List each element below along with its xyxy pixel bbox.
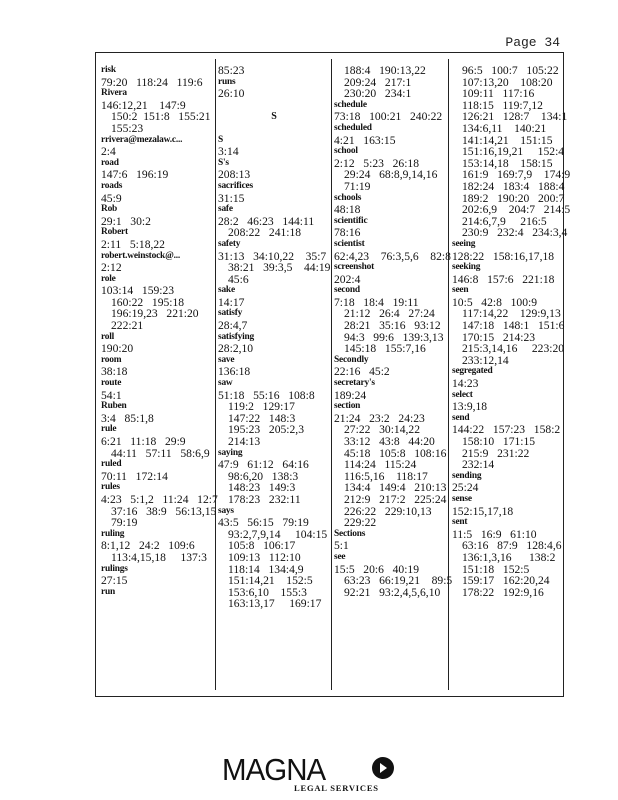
index-page-refs: 51:18 55:16 108:8 bbox=[218, 388, 315, 402]
column-divider bbox=[215, 59, 216, 690]
index-page-refs: 78:16 bbox=[334, 226, 361, 240]
index-page-refs: 13:9,18 bbox=[452, 400, 488, 414]
index-term: secretary's bbox=[334, 378, 375, 389]
index-page-refs-continued: 151:14,21 152:5 bbox=[228, 574, 313, 588]
index-term: route bbox=[101, 378, 122, 389]
index-page-refs: 8:1,12 24:2 109:6 bbox=[101, 539, 195, 553]
index-term: safe bbox=[218, 204, 233, 215]
index-page-refs-continued: 147:18 148:1 151:6 bbox=[462, 319, 565, 333]
index-page-refs-continued: 63:23 66:19,21 89:5 bbox=[344, 574, 453, 588]
index-term: role bbox=[101, 273, 116, 284]
index-page-refs-continued: 27:22 30:14,22 bbox=[344, 423, 421, 437]
index-term: send bbox=[452, 412, 470, 423]
index-page-refs: 14:17 bbox=[218, 295, 245, 309]
index-page-refs-continued: 232:14 bbox=[462, 458, 495, 472]
index-term: ruling bbox=[101, 528, 125, 539]
index-page-refs: 147:6 196:19 bbox=[101, 168, 169, 182]
index-page-refs-continued: 113:4,15,18 137:3 bbox=[111, 550, 207, 564]
index-page-refs: 28:2,10 bbox=[218, 342, 254, 356]
index-term: save bbox=[218, 354, 235, 365]
index-page-refs: 4:23 5:1,2 11:24 12:7 bbox=[101, 492, 218, 506]
index-page-refs-continued: 141:14,21 151:15 bbox=[462, 133, 553, 147]
index-term: scientist bbox=[334, 238, 365, 249]
index-term: section bbox=[334, 401, 361, 412]
index-page-refs: 21:24 23:2 24:23 bbox=[334, 411, 425, 425]
index-page-refs-continued: 214:6,7,9 216:5 bbox=[462, 214, 547, 228]
index-page-refs: 25:24 bbox=[452, 481, 479, 495]
index-term: sent bbox=[452, 517, 468, 528]
index-column-3 bbox=[334, 64, 453, 696]
index-term: schools bbox=[334, 192, 362, 203]
index-term: seen bbox=[452, 285, 469, 296]
index-term: roads bbox=[101, 180, 123, 191]
index-page-refs-continued: 188:4 190:13,22 bbox=[344, 64, 426, 77]
index-page-refs-continued: 33:12 43:8 44:20 bbox=[344, 435, 435, 448]
index-page-refs: 3:4 85:1,8 bbox=[101, 411, 154, 425]
index-term: select bbox=[452, 389, 473, 400]
index-term: says bbox=[218, 505, 234, 516]
index-term: screenshot bbox=[334, 262, 375, 273]
index-page-refs-continued: 158:10 171:15 bbox=[462, 435, 536, 448]
index-page-refs-continued: 155:23 bbox=[111, 121, 144, 135]
index-page-refs-continued: 28:21 35:16 93:12 bbox=[344, 319, 441, 333]
index-term: S's bbox=[218, 157, 229, 168]
index-term: seeing bbox=[452, 238, 476, 249]
play-arrow-circle-icon bbox=[372, 757, 394, 779]
index-term: scheduled bbox=[334, 122, 372, 133]
index-page-refs-continued: 109:11 117:16 bbox=[462, 87, 535, 101]
index-page-refs: 31:15 bbox=[218, 191, 245, 205]
index-term: ruled bbox=[101, 459, 122, 470]
index-page-refs-continued: 159:17 162:20,24 bbox=[462, 574, 550, 588]
index-page-refs-continued: 118:15 119:7,12 bbox=[462, 98, 543, 112]
index-term: sense bbox=[452, 493, 472, 504]
index-page-refs-continued: 148:23 149:3 bbox=[228, 481, 296, 495]
index-page-refs: 47:9 61:12 64:16 bbox=[218, 458, 309, 472]
index-page-refs-continued: 118:14 134:4,9 bbox=[228, 562, 304, 576]
index-page-refs-continued: 45:18 105:8 108:16 bbox=[344, 446, 447, 460]
index-page-refs-continued: 119:2 129:17 bbox=[228, 400, 295, 414]
index-page-refs-continued: 38:21 39:3,5 44:19 bbox=[228, 261, 331, 275]
index-page-refs-continued: 208:22 241:18 bbox=[228, 226, 302, 240]
index-page-refs-continued: 160:22 195:18 bbox=[111, 295, 185, 309]
index-term: road bbox=[101, 157, 119, 168]
index-page-refs: 190:20 bbox=[101, 342, 134, 356]
index-page-refs-continued: 134:4 149:4 210:13 bbox=[344, 481, 447, 495]
column-divider bbox=[331, 59, 332, 690]
index-page-refs: 43:5 56:15 79:19 bbox=[218, 516, 309, 530]
index-term: rules bbox=[101, 482, 120, 493]
index-column-2 bbox=[218, 65, 330, 696]
index-page-refs: 189:24 bbox=[334, 388, 367, 402]
index-page-refs: 2:11 5:18,22 bbox=[101, 237, 165, 251]
index-page-refs: 2:12 bbox=[101, 261, 122, 275]
index-page-refs: 28:4,7 bbox=[218, 319, 248, 333]
index-page-refs-continued: 117:14,22 129:9,13 bbox=[462, 307, 561, 321]
index-page-refs-continued: 233:12,14 bbox=[462, 353, 509, 367]
index-page-refs: 28:2 46:23 144:11 bbox=[218, 214, 315, 228]
index-page-refs-continued: 126:21 128:7 134:1 bbox=[462, 110, 568, 124]
index-page-refs-continued: 98:6,20 138:3 bbox=[228, 469, 299, 483]
index-page-refs-continued: 114:24 115:24 bbox=[344, 458, 417, 472]
index-page-refs-continued: 96:5 100:7 105:22 bbox=[462, 64, 559, 77]
index-page-refs: 45:9 bbox=[101, 191, 122, 205]
index-page-refs: 152:15,17,18 bbox=[452, 504, 514, 518]
index-page-refs: 54:1 bbox=[101, 388, 122, 402]
logo-subtitle: LEGAL SERVICES bbox=[294, 783, 379, 793]
index-term: risk bbox=[101, 65, 116, 75]
index-term: Sections bbox=[334, 528, 366, 539]
index-page-refs-continued: 136:1,3,16 138:2 bbox=[462, 550, 556, 564]
index-page-refs-continued: 229:22 bbox=[344, 516, 377, 530]
index-page-refs-continued: 170:15 214:23 bbox=[462, 330, 536, 344]
index-page-refs: 128:22 158:16,17,18 bbox=[452, 249, 555, 263]
index-page-refs-continued: 63:16 87:9 128:4,6 bbox=[462, 539, 562, 553]
index-page-refs: 29:1 30:2 bbox=[101, 214, 151, 228]
index-term: sacrifices bbox=[218, 180, 253, 191]
index-page-refs-continued: 209:24 217:1 bbox=[344, 75, 412, 89]
index-page-refs-continued: 147:22 148:3 bbox=[228, 411, 296, 425]
index-page-refs-continued: 214:13 bbox=[228, 435, 261, 448]
index-page-refs-continued: 92:21 93:2,4,5,6,10 bbox=[344, 585, 441, 599]
index-term: rulings bbox=[101, 563, 128, 574]
index-page-refs: 3:14 bbox=[218, 145, 239, 159]
index-page-refs: 27:15 bbox=[101, 574, 128, 588]
index-term: Rivera bbox=[101, 88, 127, 99]
index-page-refs: 48:18 bbox=[334, 203, 361, 217]
index-page-refs-continued: 105:8 106:17 bbox=[228, 539, 296, 553]
index-page-refs-continued: 21:12 26:4 27:24 bbox=[344, 307, 435, 321]
index-page-refs: 38:18 bbox=[101, 365, 128, 379]
index-page-refs-continued: 161:9 169:7,9 174:9 bbox=[462, 168, 571, 182]
index-term: segregated bbox=[452, 366, 493, 377]
index-page-refs: 14:23 bbox=[452, 377, 479, 391]
index-page-refs-continued: 151:16,19,21 152:4 bbox=[462, 145, 565, 159]
index-term: Robert bbox=[101, 227, 128, 238]
index-term: safety bbox=[218, 238, 241, 249]
index-page-refs-continued: 145:18 155:7,16 bbox=[344, 342, 426, 356]
index-page-refs-continued: 44:11 57:11 58:6,9 bbox=[111, 446, 210, 460]
magna-logo bbox=[222, 752, 398, 792]
index-page-refs-continued: 116:5,16 118:17 bbox=[344, 469, 428, 483]
index-page-refs: 73:18 100:21 240:22 bbox=[334, 110, 443, 124]
index-page-refs-continued: 163:13,17 169:17 bbox=[228, 597, 322, 611]
index-page-refs-continued: 230:20 234:1 bbox=[344, 87, 412, 101]
index-page-refs-continued: 202:6,9 204:7 214:5 bbox=[462, 203, 571, 217]
index-page-refs-continued: 178:22 192:9,16 bbox=[462, 585, 544, 599]
index-page-refs-continued: 134:6,11 140:21 bbox=[462, 121, 547, 135]
index-term: satisfying bbox=[218, 331, 255, 342]
index-letter-header: S bbox=[271, 111, 277, 123]
index-term: school bbox=[334, 146, 358, 157]
index-page-refs: 5:1 bbox=[334, 539, 349, 553]
index-term: runs bbox=[218, 76, 236, 87]
index-term: saw bbox=[218, 378, 233, 389]
index-spacer bbox=[218, 100, 330, 112]
index-page-refs-continued: 178:23 232:11 bbox=[228, 492, 301, 506]
index-page-refs: 22:16 45:2 bbox=[334, 365, 390, 379]
index-term: S bbox=[218, 134, 224, 145]
index-page-refs-continued: 45:6 bbox=[228, 272, 249, 286]
index-term: scientific bbox=[334, 215, 368, 226]
index-page-refs: 10:5 42:8 100:9 bbox=[452, 295, 538, 309]
column-divider bbox=[448, 59, 449, 690]
index-spacer bbox=[218, 123, 330, 135]
index-page-refs: 2:12 5:23 26:18 bbox=[334, 156, 420, 170]
index-term: roll bbox=[101, 331, 115, 342]
index-page-refs-continued: 189:2 190:20 200:7 bbox=[462, 191, 565, 205]
index-page-refs: 208:13 bbox=[218, 168, 251, 182]
index-term: satisfy bbox=[218, 308, 243, 319]
index-page-refs-continued: 195:23 205:2,3 bbox=[228, 423, 305, 437]
index-page-refs: 146:12,21 147:9 bbox=[101, 98, 186, 112]
index-page-refs: 146:8 157:6 221:18 bbox=[452, 272, 555, 286]
index-page-refs-continued: 215:9 231:22 bbox=[462, 446, 530, 460]
index-term: sake bbox=[218, 285, 235, 296]
index-page-refs: 26:10 bbox=[218, 87, 245, 101]
index-page-refs-continued: 150:2 151:8 155:21 bbox=[111, 110, 211, 124]
index-page-refs-continued: 153:6,10 155:3 bbox=[228, 585, 307, 599]
index-term: room bbox=[101, 354, 122, 365]
index-term: second bbox=[334, 285, 360, 296]
index-page-refs-continued: 212:9 217:2 225:24 bbox=[344, 492, 447, 506]
index-page-refs: 2:4 bbox=[101, 145, 116, 159]
index-page-refs-continued: 37:16 38:9 56:13,15 bbox=[111, 504, 217, 518]
index-term: Rob bbox=[101, 204, 118, 215]
index-page-refs: 70:11 172:14 bbox=[101, 469, 168, 483]
index-column-4 bbox=[452, 64, 571, 696]
index-page-refs-continued: 196:19,23 221:20 bbox=[111, 307, 199, 321]
index-page-refs-continued: 29:24 68:8,9,14,16 bbox=[344, 168, 438, 182]
index-page-refs-continued: 79:19 bbox=[111, 516, 138, 530]
index-page-refs-continued: 215:3,14,16 223:20 bbox=[462, 342, 565, 356]
index-page-refs-continued: 71:19 bbox=[344, 179, 371, 193]
index-term: robert.weinstock@... bbox=[101, 250, 181, 261]
index-page-refs-continued: 151:18 152:5 bbox=[462, 562, 530, 576]
index-term: see bbox=[334, 551, 346, 562]
index-page-refs: 31:13 34:10,22 35:7 bbox=[218, 249, 327, 263]
index-frame bbox=[95, 52, 571, 697]
index-term: seeking bbox=[452, 262, 481, 273]
index-page-refs: 85:23 bbox=[218, 64, 245, 77]
index-page-refs-continued: 107:13,20 108:20 bbox=[462, 75, 553, 89]
index-page-refs-continued: 94:3 99:6 139:3,13 bbox=[344, 330, 444, 344]
index-page-refs: 103:14 159:23 bbox=[101, 284, 175, 298]
index-page-refs-continued: 182:24 183:4 188:4 bbox=[462, 179, 565, 193]
index-page-refs: 11:5 16:9 61:10 bbox=[452, 527, 537, 541]
index-page-refs: 4:21 163:15 bbox=[334, 133, 396, 147]
index-term: sending bbox=[452, 470, 482, 481]
index-page-refs-continued: 230:9 232:4 234:3,4 bbox=[462, 226, 568, 240]
index-page-refs-continued: 226:22 229:10,13 bbox=[344, 504, 432, 518]
index-page-refs: 79:20 118:24 119:6 bbox=[101, 75, 203, 89]
index-term: saying bbox=[218, 447, 243, 458]
logo-text: MAGNA bbox=[222, 752, 326, 787]
index-term: rrivera@mezalaw.c... bbox=[101, 134, 183, 145]
index-page-refs: 202:4 bbox=[334, 272, 361, 286]
index-page-refs: 15:5 20:6 40:19 bbox=[334, 562, 420, 576]
index-term: schedule bbox=[334, 99, 367, 110]
index-page-refs: 7:18 18:4 19:11 bbox=[334, 295, 419, 309]
index-page-refs: 144:22 157:23 158:2 bbox=[452, 423, 561, 437]
index-page-refs-continued: 93:2,7,9,14 104:15 bbox=[228, 527, 328, 541]
index-page-refs-continued: 109:13 112:10 bbox=[228, 550, 301, 564]
index-term: Ruben bbox=[101, 401, 127, 412]
page-label: Page 34 bbox=[505, 35, 560, 50]
index-page-refs: 62:4,23 76:3,5,6 82:8 bbox=[334, 249, 451, 263]
index-page-refs-continued: 153:14,18 158:15 bbox=[462, 156, 553, 170]
index-page-refs: 6:21 11:18 29:9 bbox=[101, 435, 186, 448]
index-term: rule bbox=[101, 424, 117, 435]
index-column-1 bbox=[101, 65, 218, 696]
index-term: Secondly bbox=[334, 354, 369, 365]
index-page-refs: 136:18 bbox=[218, 365, 251, 379]
index-page-refs-continued: 222:21 bbox=[111, 319, 144, 333]
index-term: run bbox=[101, 586, 115, 597]
